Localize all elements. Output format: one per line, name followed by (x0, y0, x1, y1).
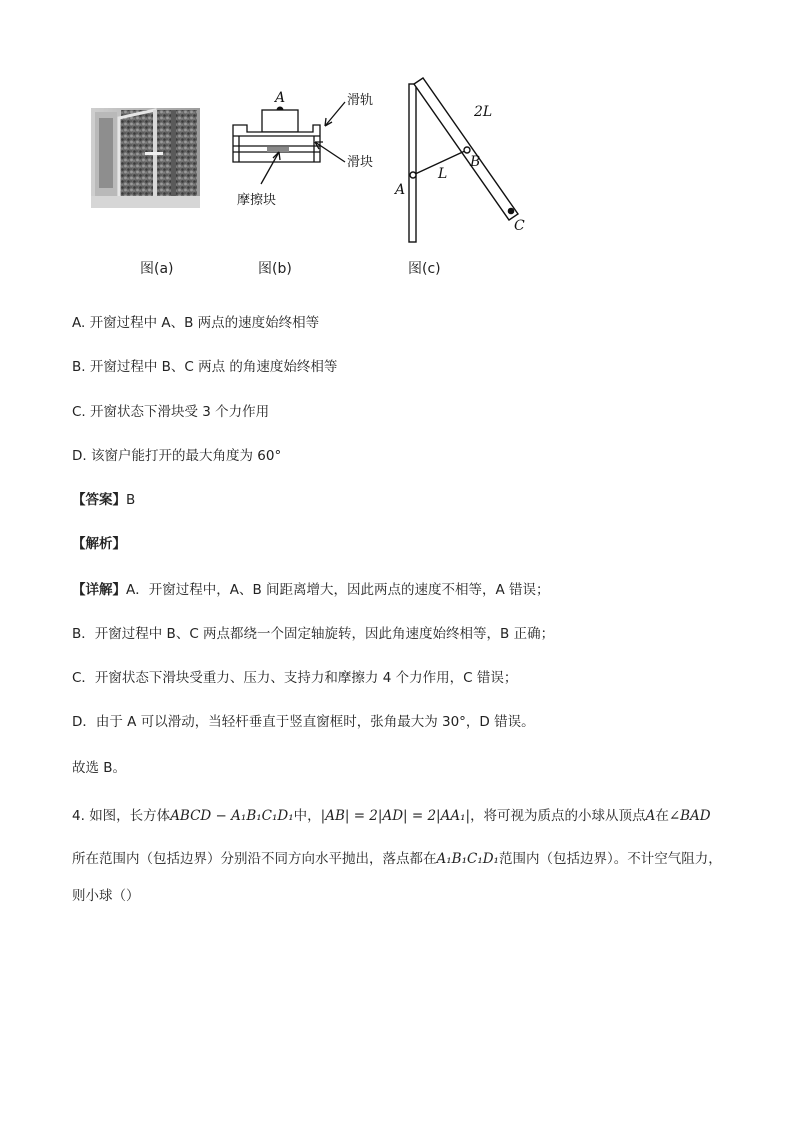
figure-b-diagram (225, 82, 395, 212)
point-b (464, 147, 470, 153)
q4-text-6: 范围内（包括边界）。不计空气阻力， (498, 851, 722, 867)
figure-a-caption: 图(a) (140, 261, 174, 277)
answer-line (72, 488, 135, 508)
answer-label: 【答案】 (72, 492, 126, 508)
detail-line-4: D．由于 A 可以滑动，当轻杆垂直于竖直窗框时，张角最大为 30°，D 错误。 (72, 714, 535, 730)
rail-label: 滑轨 (347, 93, 374, 108)
detail-label: 【详解】 (72, 582, 126, 598)
question-number: 4. (72, 808, 85, 824)
label-a: A (395, 182, 406, 198)
question-4-line-1 (72, 804, 711, 824)
q4-text-1: 如图，长方体 (89, 808, 171, 824)
detail-line-3: C．开窗状态下滑块受重力、压力、支持力和摩擦力 4 个力作用，C 错误； (72, 670, 518, 686)
friction-block (267, 147, 289, 152)
q4-text-5: 所在范围内（包括边界）分别沿不同方向水平抛出，落点都在 (72, 851, 437, 867)
option-b: B. 开窗过程中 B、C 两点 的角速度始终相等 (72, 359, 338, 375)
vertical-frame (409, 84, 416, 242)
option-d: D. 该窗户能打开的最大角度为 60° (72, 448, 282, 464)
q4-face: A₁B₁C₁D₁ (436, 851, 499, 867)
answer-value: B (126, 492, 136, 508)
option-a: A. 开窗过程中 A、B 两点的速度始终相等 (72, 315, 320, 331)
point-a (410, 172, 416, 178)
label-c: C (514, 218, 525, 234)
label-2l: 2L (474, 104, 493, 120)
point-c (508, 208, 513, 213)
slider-label: 滑块 (347, 155, 374, 170)
q4-ratio: |AB| = 2|AD| = 2|AA₁| (320, 808, 471, 824)
slider-block (262, 110, 298, 132)
detail-text-1: A．开窗过程中，A、B 间距离增大，因此两点的速度不相等，A 错误； (126, 582, 550, 598)
option-c: C. 开窗状态下滑块受 3 个力作用 (72, 404, 270, 420)
q4-solid: ABCD − A₁B₁C₁D₁ (170, 808, 294, 824)
question-4-line-2 (72, 847, 722, 867)
q4-text-4: 在 (655, 808, 669, 824)
q4-vertex: A (645, 808, 656, 824)
friction-label: 摩擦块 (237, 193, 277, 208)
detail-conclusion: 故选 B。 (72, 760, 127, 776)
figure-b-caption: 图(b) (258, 261, 292, 277)
q4-text-2: 中， (293, 808, 321, 824)
question-4-line-3: 则小球（） (72, 888, 140, 904)
q4-text-3: ，将可视为质点的小球从顶点 (470, 808, 646, 824)
detail-line-2: B．开窗过程中 B、C 两点都绕一个固定轴旋转，因此角速度始终相等，B 正确； (72, 626, 555, 642)
window-photo-image (91, 108, 200, 208)
analysis-label: 【解析】 (72, 536, 126, 552)
figure-a-photo (91, 108, 200, 208)
detail-line-1 (72, 578, 550, 598)
figure-c-diagram (390, 74, 550, 250)
figure-b-label-a: A (275, 90, 286, 106)
figure-c-caption: 图(c) (408, 261, 441, 277)
q4-angle: ∠BAD (668, 808, 711, 824)
label-l: L (438, 166, 448, 182)
label-b: B (470, 154, 481, 170)
